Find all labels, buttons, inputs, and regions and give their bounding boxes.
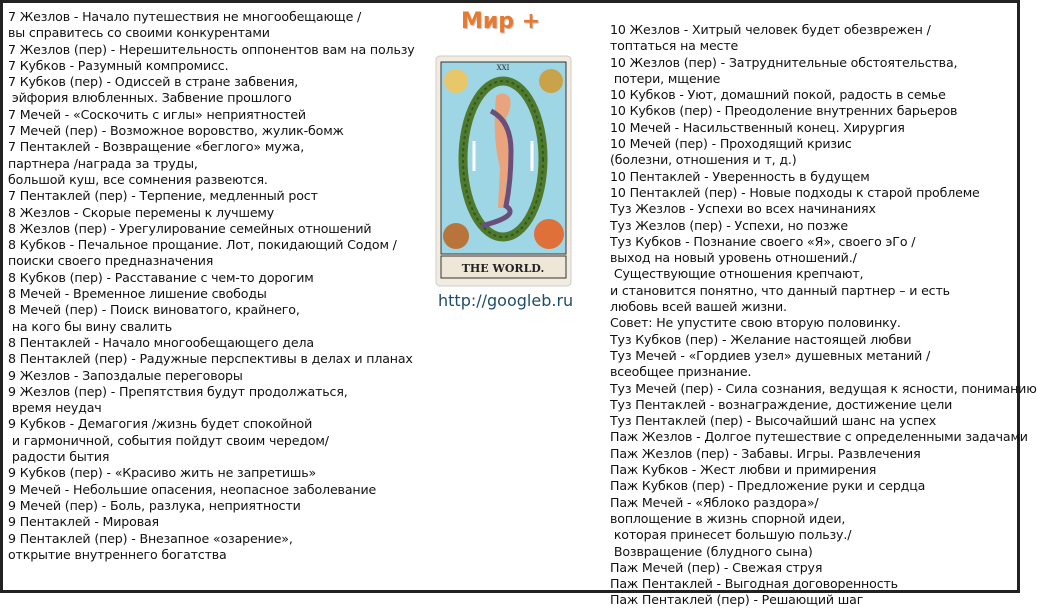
meaning-line: 10 Мечей (пер) - Проходящий кризис <box>610 136 852 152</box>
meaning-line: 10 Пентаклей - Уверенность в будущем <box>610 168 870 184</box>
meaning-line: 10 Кубков - Уют, домашний покой, радость в семье <box>610 87 946 103</box>
meaning-line: 7 Пентаклей (пер) - Терпение, медленный рост <box>8 188 318 204</box>
world-tarot-card-image <box>436 56 571 286</box>
meaning-line: поиски своего предназначения <box>8 253 214 269</box>
eagle-head-icon <box>539 69 563 93</box>
meaning-line: 10 Пентаклей (пер) - Новые подходы к старой проблеме <box>610 184 980 200</box>
meaning-line: радости бытия <box>8 449 110 465</box>
website-link[interactable]: http://googleb.ru <box>438 291 574 310</box>
meaning-line: Совет: Не упустите свою вторую половинку. <box>610 315 901 331</box>
meaning-line: 9 Мечей - Небольшие опасения, неопасное заболевание <box>8 481 377 497</box>
meaning-line: 9 Мечей (пер) - Боль, разлука, неприятности <box>8 497 301 513</box>
meaning-line: время неудач <box>8 400 102 416</box>
meaning-line: 10 Кубков (пер) - Преодоление внутренних барьеров <box>610 103 958 119</box>
meaning-line: 8 Мечей - Временное лишение свободы <box>8 286 267 302</box>
meaning-line: 8 Пентаклей (пер) - Радужные перспективы в делах и планах <box>8 351 413 367</box>
meaning-line: 7 Кубков (пер) - Одиссей в стране забвения, <box>8 74 299 90</box>
meaning-line: вы справитесь со своими конкурентами <box>8 25 270 41</box>
meaning-line: 9 Пентаклей - Мировая <box>8 514 159 530</box>
meaning-line: Паж Кубков (пер) - Предложение руки и сердца <box>610 478 926 494</box>
meaning-line: 9 Кубков - Демагогия /жизнь будет спокойной <box>8 416 313 432</box>
meaning-line: 8 Пентаклей - Начало многообещающего дела <box>8 334 314 350</box>
left-column <box>8 9 415 563</box>
meaning-line: 9 Кубков (пер) - «Красиво жить не запретишь» <box>8 465 317 481</box>
meaning-line: Туз Жезлов (пер) - Успехи, но позже <box>610 217 849 233</box>
meaning-line: и становится понятно, что данный партнер – и есть <box>610 282 950 298</box>
meaning-line: которая принесет большую пользу./ <box>610 527 852 543</box>
meaning-line: 9 Жезлов (пер) - Препятствия будут продолжаться, <box>8 383 348 399</box>
card-title: Мир + <box>461 9 541 34</box>
meaning-line: Паж Пентаклей - Выгодная договоренность <box>610 576 898 592</box>
meaning-line: 10 Мечей - Насильственный конец. Хирургия <box>610 119 905 135</box>
meaning-line: 7 Жезлов (пер) - Нерешительность оппонентов вам на пользу <box>8 41 415 57</box>
meaning-line: 8 Мечей (пер) - Поиск виноватого, крайнего, <box>8 302 300 318</box>
card-caption: THE WORLD. <box>461 262 545 275</box>
meaning-line: эйфория влюбленных. Забвение прошлого <box>8 90 292 106</box>
meaning-line: Туз Кубков (пер) - Желание настоящей любви <box>610 331 912 347</box>
meaning-line: 7 Пентаклей - Возвращение «беглого» мужа, <box>8 139 305 155</box>
bull-head-icon <box>443 223 469 249</box>
meaning-line: Паж Мечей - «Яблоко раздора»/ <box>610 494 819 510</box>
meaning-line: воплощение в жизнь спорной идеи, <box>610 510 846 526</box>
meaning-line: всеобщее признание. <box>610 364 752 380</box>
meaning-line: 7 Кубков - Разумный компромисс. <box>8 57 229 73</box>
meaning-line: 8 Кубков (пер) - Расставание с чем-то дорогим <box>8 269 314 285</box>
meaning-line: большой куш, все сомнения развеются. <box>8 171 268 187</box>
meaning-line: Паж Мечей (пер) - Свежая струя <box>610 559 823 575</box>
meaning-line: Туз Жезлов - Успехи во всех начинаниях <box>610 201 876 217</box>
right-column <box>610 22 1037 609</box>
meaning-line: партнера /награда за труды, <box>8 155 198 171</box>
meaning-line: 7 Мечей (пер) - Возможное воровство, жулик-бомж <box>8 123 344 139</box>
meaning-line: Существующие отношения крепчают, <box>610 266 864 282</box>
meaning-line: Паж Кубков - Жест любви и примирения <box>610 462 877 478</box>
angel-head-icon <box>444 69 468 93</box>
meaning-line: Паж Жезлов (пер) - Забавы. Игры. Развлечения <box>610 445 921 461</box>
meaning-line: 10 Жезлов - Хитрый человек будет обезврежен / <box>610 22 931 37</box>
meaning-line: 9 Жезлов - Запоздалые переговоры <box>8 367 243 383</box>
meaning-line: 8 Жезлов (пер) - Урегулирование семейных отношений <box>8 220 372 236</box>
meaning-line: Паж Жезлов - Долгое путешествие с определенными задачами <box>610 429 1028 445</box>
meaning-line: топтаться на месте <box>610 38 739 54</box>
meaning-line: и гармоничной, события пойдут своим чередом/ <box>8 432 329 448</box>
meaning-line: Туз Мечей - «Гордиев узел» душевных метаний / <box>610 347 931 363</box>
meaning-line: Туз Мечей (пер) - Сила сознания, ведущая к ясности, пониманию <box>610 380 1037 396</box>
meaning-line: любовь всей вашей жизни. <box>610 299 787 315</box>
meaning-line: выход на новый уровень отношений./ <box>610 250 857 266</box>
meaning-line: Туз Пентаклей (пер) - Высочайший шанс на успех <box>610 413 937 429</box>
meaning-line: 8 Кубков - Печальное прощание. Лот, покидающий Содом / <box>8 237 397 253</box>
lion-head-icon <box>534 219 564 249</box>
meaning-line: 8 Жезлов - Скорые перемены к лучшему <box>8 204 275 220</box>
meaning-line: 10 Жезлов (пер) - Затруднительные обстоятельства, <box>610 54 958 70</box>
meaning-line: открытие внутреннего богатства <box>8 546 227 562</box>
meaning-line: 7 Жезлов - Начало путешествия не многообещающе / <box>8 9 362 24</box>
meaning-line: Туз Кубков - Познание своего «Я», своего эГо / <box>610 233 916 249</box>
card-numeral: XXI <box>496 64 510 72</box>
meaning-line: (болезни, отношения и т, д.) <box>610 152 797 168</box>
meaning-line: Возвращение (блудного сына) <box>610 543 813 559</box>
meaning-line: 9 Пентаклей (пер) - Внезапное «озарение», <box>8 530 293 546</box>
meaning-line: Паж Пентаклей (пер) - Решающий шаг <box>610 592 864 608</box>
meaning-line: потери, мщение <box>610 70 721 86</box>
meaning-line: Туз Пентаклей - вознаграждение, достижение цели <box>610 396 953 412</box>
meaning-line: 7 Мечей - «Соскочить с иглы» неприятностей <box>8 106 306 122</box>
meaning-line: на кого бы вину свалить <box>8 318 173 334</box>
